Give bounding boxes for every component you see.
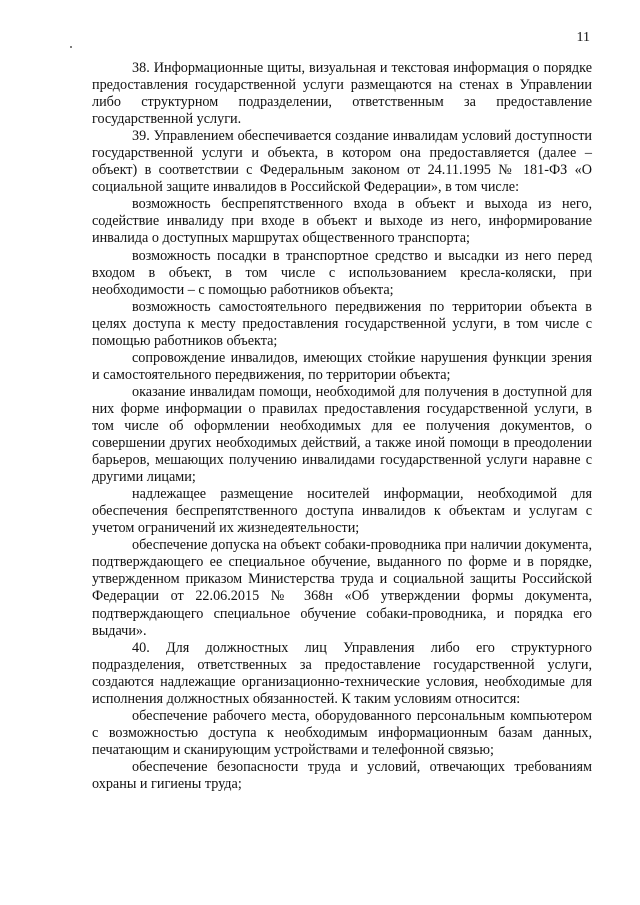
paragraph-40: 40. Для должностных лиц Управления либо его структурного подразделения, ответственных за предоставление государственной услуги, создаются надлежащие организационно-технические условия, необходимые для исполнения должностных обязанностей. К таким условиям относится: bbox=[92, 639, 592, 707]
scan-artifact-dot bbox=[70, 46, 72, 48]
paragraph-39: 39. Управлением обеспечивается создание инвалидам условий доступности государственной услуги и объекта, в котором она предоставляется (далее – объект) в соответствии с Федеральным законом от 24.11.1995 № 181-ФЗ «О социальной защите инвалидов в Российской Федерации», в том числе: bbox=[92, 128, 592, 196]
paragraph-38: 38. Информационные щиты, визуальная и текстовая информация о порядке предоставления государственной услуги размещаются на стенах в Управлении либо структурном подразделении, ответственным за предоставление государственной услуги. bbox=[92, 60, 592, 128]
paragraph-40-item-workplace: обеспечение рабочего места, оборудованного персональным компьютером с возможностью доступа к необходимым информационным базам данных, печатающим и сканирующим устройствами и телефонной связью; bbox=[92, 707, 592, 758]
paragraph-39-item-information-carriers: надлежащее размещение носителей информации, необходимой для обеспечения беспрепятственного доступа инвалидов к объектам и услугам с учетом ограничений их жизнедеятельности; bbox=[92, 486, 592, 537]
paragraph-39-item-boarding: возможность посадки в транспортное средство и высадки из него перед входом в объект, в том числе с использованием кресла-коляски, при необходимости – с помощью работников объекта; bbox=[92, 247, 592, 298]
paragraph-39-item-guide-dog: обеспечение допуска на объект собаки-проводника при наличии документа, подтверждающего ее специальное обучение, выданного по форме и в порядке, утвержденном приказом Министерства труда и социальной защиты Российской Федерации от 22.06.2015 № 368н «Об утверждении формы документа, подтверждающего специальное обучение собаки-проводника, и порядка его выдачи». bbox=[92, 537, 592, 639]
paragraph-39-item-movement: возможность самостоятельного передвижения по территории объекта в целях доступа к месту предоставления государственной услуги, в том числе с помощью работников объекта; bbox=[92, 298, 592, 349]
paragraph-39-item-escort: сопровождение инвалидов, имеющих стойкие нарушения функции зрения и самостоятельного передвижения, по территории объекта; bbox=[92, 349, 592, 383]
paragraph-40-item-safety: обеспечение безопасности труда и условий, отвечающих требованиям охраны и гигиены труда; bbox=[92, 758, 592, 792]
document-body bbox=[92, 60, 592, 793]
paragraph-39-item-assistance: оказание инвалидам помощи, необходимой для получения в доступной для них форме информации о правилах предоставления государственной услуги, в том числе об оформлении необходимых для ее получения документов, о совершении других необходимых действий, а также иной помощи в преодолении барьеров, мешающих получению инвалидами государственной услуги наравне с другими лицами; bbox=[92, 383, 592, 486]
page-number: 11 bbox=[576, 30, 590, 45]
paragraph-39-item-entry-exit: возможность беспрепятственного входа в объект и выхода из него, содействие инвалиду при входе в объект и выходе из него, информирование инвалида о доступных маршрутах общественного транспорта; bbox=[92, 196, 592, 247]
